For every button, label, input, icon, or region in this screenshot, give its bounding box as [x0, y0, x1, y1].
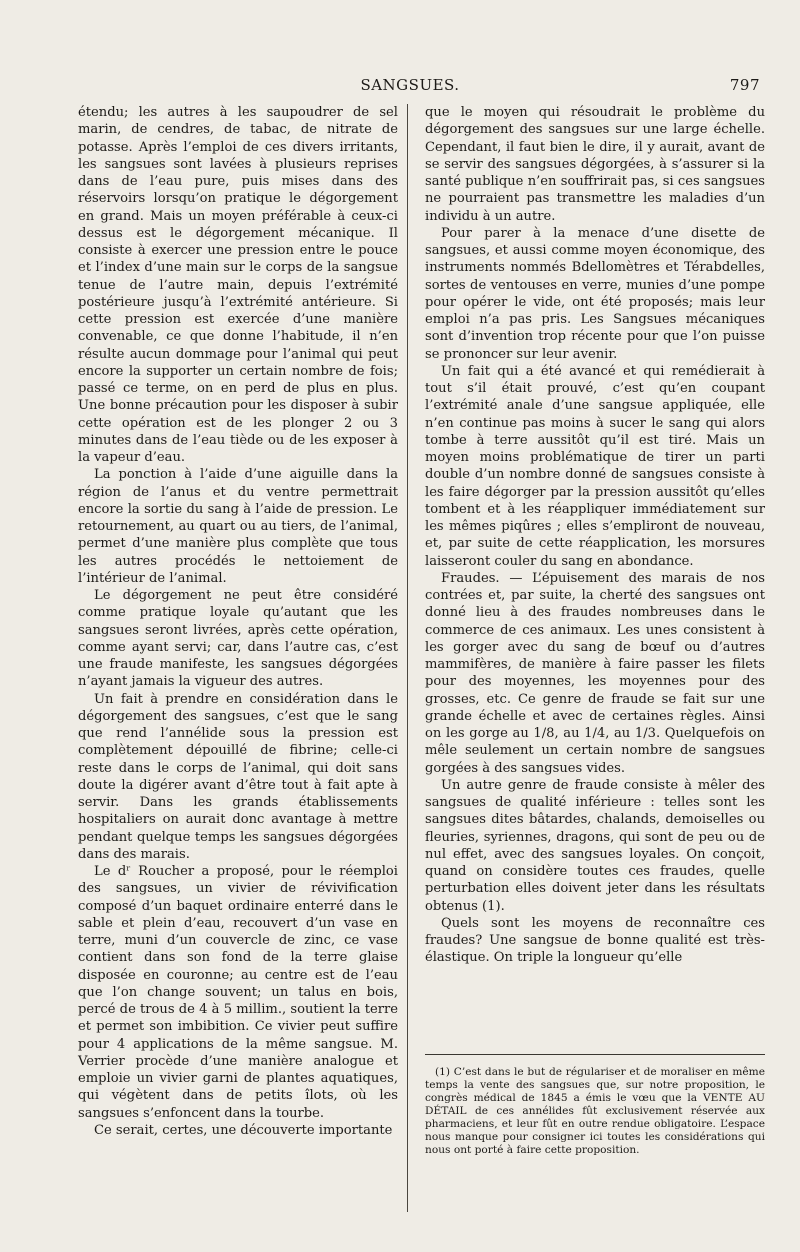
right-column — [425, 104, 765, 967]
paragraph: Le dʳ Roucher a proposé, pour le réemploi des sangsues, un vivier de révivification composé d’un baquet ordinaire enterré dans le sable et plein d’eau, recouvert d’un vase en terre, muni d’un couvercle de zinc, ce vase contient dans son fond de la terre glaise disposée en couronne; au centre est de l’eau que l’on change souvent; un talus en bois, percé de trous de 4 à 5 millim., soutient la terre et permet son imbibition. Ce vivier peut suffire pour 4 applications de la même sangsue. M. Verrier procède d’une manière analogue et emploie un vivier garni de plantes aquatiques, qui végètent dans de petits îlots, où les sangsues s’enfoncent dans la tourbe. — [78, 864, 398, 1121]
page-number: 797 — [729, 76, 760, 94]
running-title: SANGSUES. — [360, 76, 460, 94]
paragraph: Ce serait, certes, une découverte importante — [94, 1122, 393, 1138]
paragraph: Le dégorgement ne peut être considéré comme pratique loyale qu’autant que les sangsues seront livrées, après cette opération, comme ayant servi; car, dans l’autre cas, c’est une fraude manifeste, les sangsues dégorgées n’ayant jamais la vigueur des autres. — [78, 588, 398, 690]
footnote — [425, 1066, 765, 1157]
footnote-text: (1) C’est dans le but de régulariser et de moraliser en même temps la vente des sangsues que, sur notre proposition, le congrès médical de 1845 a émis le vœu que la VENTE AU DÉTAIL de ces annélides fût exclusivement réservée aux pharmaciens, et leur fût en outre rendue obligatoire. L’espace nous manque pour consigner ici toutes les considérations qui nous ont porté à faire cette proposition. — [425, 1066, 765, 1156]
paragraph: étendu; les autres à les saupoudrer de sel marin, de cendres, de tabac, de nitrate de potasse. Après l’emploi de ces divers irritants, les sangsues sont lavées à plusieurs reprises dans de l’eau pure, puis mises dans des réservoirs lorsqu’on pratique le dégorgement en grand. Mais un moyen préférable à ceux-ci dessus est le dégorgement mécanique. Il consiste à exercer une pression entre le pouce et l’index d’une main sur le corps de la sangsue tenue de l’autre main, depuis l’extrémité postérieure jusqu’à l’extrémité antérieure. Si cette pression est exercée d’une manière convenable, ce que donne l’habitude, il n’en résulte aucun dommage pour l’animal qui peut encore la supporter un certain nombre de fois; passé ce terme, on en perd de plus en plus. Une bonne précaution pour les disposer à subir cette opération est de les plonger 2 ou 3 minutes dans de l’eau tiède ou de les exposer à la vapeur d’eau. — [78, 105, 398, 465]
paragraph: Fraudes. — L’épuisement des marais de nos contrées et, par suite, la cherté des sangsues ont donné lieu à des fraudes nombreuses dans le commerce de ces animaux. Les unes consistent à les gorger avec du sang de bœuf ou d’autres mammifères, de manière à faire passer les filets pour des moyennes, les moyennes pour des grosses, etc. Ce genre de fraude se fait sur une grande échelle et avec de certaines règles. Ainsi on les gorge au 1/8, au 1/4, au 1/3. Quelquefois on mêle seulement un certain nombre de sangsues gorgées à des sangsues vides. — [425, 570, 765, 776]
footnote-rule — [425, 1054, 765, 1055]
left-column — [78, 104, 398, 1139]
paragraph: La ponction à l’aide d’une aiguille dans la région de l’anus et du ventre permettrait encore la sortie du sang à l’aide de pression. Le retournement, au quart ou au tiers, de l’animal, permet d’une manière plus complète que tous les autres procédés le nettoiement de l’intérieur de l’animal. — [78, 467, 398, 586]
paragraph: que le moyen qui résoudrait le problème du dégorgement des sangsues sur une large échelle. Cependant, il faut bien le dire, il y aurait, avant de se servir des sangsues dégorgées, à s’assurer si la santé publique n’en souffrirait pas, si ces sangsues ne pourraient pas transmettre les maladies d’un individu à un autre. — [425, 105, 765, 224]
paragraph: Pour parer à la menace d’une disette de sangsues, et aussi comme moyen économique, des instruments nommés Bdellomètres et Térabdelles, sortes de ventouses en verre, munies d’une pompe pour opérer le vide, ont été proposés; mais leur emploi n’a pas pris. Les Sangsues mécaniques sont d’invention trop récente pour que l’on puisse se prononcer sur leur avenir. — [425, 225, 765, 362]
paragraph: Un fait à prendre en considération dans le dégorgement des sangsues, c’est que le sang que rend l’annélide sous la pression est complètement dépouillé de fibrine; celle-ci reste dans le corps de l’animal, qui doit sans doute la digérer avant d’être tout à fait apte à servir. Dans les grands établissements hospitaliers on aurait donc avantage à mettre pendant quelque temps les sangsues dégorgées dans des marais. — [78, 691, 398, 862]
paragraph: Un autre genre de fraude consiste à mêler des sangsues de qualité inférieure : telles sont les sangsues dites bâtardes, chalands, demoiselles ou fleuries, syriennes, dragons, qui sont de peu ou de nul effet, avec des sangsues loyales. On conçoit, quand on considère toutes ces fraudes, quelle perturbation elles doivent jeter dans les résultats obtenus (1). — [425, 777, 765, 914]
column-divider — [407, 104, 408, 1212]
paragraph: Quels sont les moyens de reconnaître ces fraudes? Une sangsue de bonne qualité est très-élastique. On triple la longueur qu’elle — [425, 915, 765, 966]
paragraph: Un fait qui a été avancé et qui remédierait à tout s’il était prouvé, c’est qu’en coupant l’extrémité anale d’une sangsue appliquée, elle n’en continue pas moins à sucer le sang qui alors tombe à terre aussitôt qu’il est tiré. Mais un moyen moins problématique de tirer un parti double d’un nombre donné de sangsues consiste à les faire dégorger par la pression aussitôt qu’elles tombent et à les réappliquer immédiatement sur les mêmes piqûres ; elles s’empliront de nouveau, et, par suite de cette réapplication, les morsures laisseront couler du sang en abondance. — [425, 363, 765, 569]
running-head — [60, 74, 760, 98]
